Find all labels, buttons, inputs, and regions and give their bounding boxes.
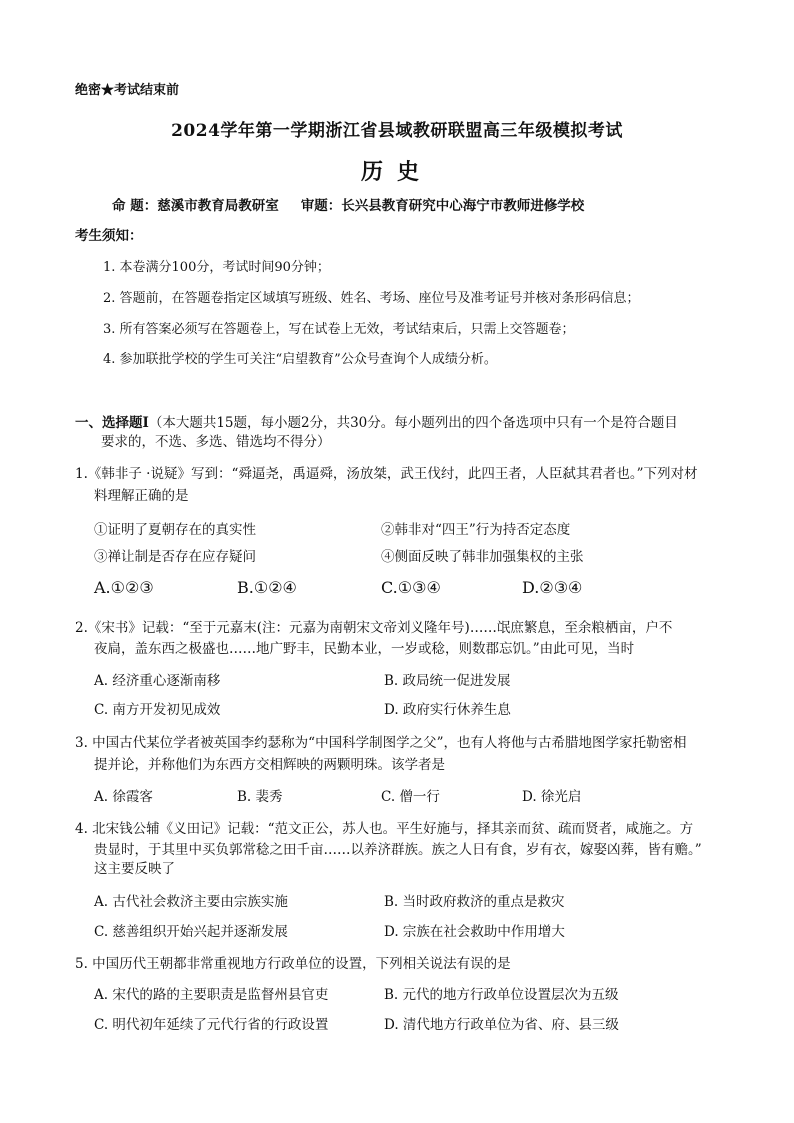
reviewer-label: 审题： bbox=[300, 198, 342, 214]
q1-statement-1: ①证明了夏朝存在的真实性 bbox=[94, 522, 256, 538]
q5-option-b[interactable]: B. 元代的地方行政单位设置层次为五级 bbox=[384, 987, 619, 1003]
question-4-text-cont: 这主要反映了 bbox=[94, 861, 175, 877]
section-heading bbox=[75, 411, 678, 431]
q2-option-b[interactable]: B. 政局统一促进发展 bbox=[384, 673, 511, 689]
notice-item: 3. 所有答案必须写在答题卷上，写在试卷上无效，考试结束后，只需上交答题卷； bbox=[103, 322, 575, 337]
q5-option-a[interactable]: A. 宋代的路的主要职责是监督州县官吏 bbox=[94, 987, 329, 1003]
question-5-text: 5. 中国历代王朝都非常重视地方行政单位的设置，下列相关说法有误的是 bbox=[75, 956, 511, 972]
notice-item: 2. 答题前，在答题卷指定区域填写班级、姓名、考场、座位号及准考证号并核对条形码信息； bbox=[103, 291, 640, 306]
q5-option-d[interactable]: D. 清代地方行政单位为省、府、县三级 bbox=[384, 1017, 619, 1033]
notice-item: 1. 本卷满分100分，考试时间90分钟； bbox=[103, 260, 330, 275]
setter-name: 慈溪市教育局教研室 bbox=[157, 198, 279, 214]
confidential-mark: 绝密★考试结束前 bbox=[75, 83, 180, 98]
section-desc-cont: 要求的，不选、多选、错选均不得分） bbox=[101, 434, 331, 450]
q3-option-c[interactable]: C. 僧一行 bbox=[381, 789, 440, 805]
question-2-text: 2.《宋书》记载：“至于元嘉末(注：元嘉为南朝宋文帝刘义隆年号)……氓庶繁息，至余粮栖亩，户不 bbox=[75, 620, 673, 636]
reviewer-name: 长兴县教育研究中心海宁市教师进修学校 bbox=[341, 198, 585, 214]
q1-option-c[interactable]: C.①③④ bbox=[381, 578, 441, 597]
q4-option-c[interactable]: C. 慈善组织开始兴起并逐渐发展 bbox=[94, 924, 288, 940]
notice-item: 4. 参加联批学校的学生可关注“启望教育”公众号查询个人成绩分析。 bbox=[103, 352, 497, 367]
q1-statement-3: ③禅让制是否存在应存疑问 bbox=[94, 549, 256, 565]
q2-option-a[interactable]: A. 经济重心逐渐南移 bbox=[94, 673, 221, 689]
question-4-text-cont: 贵显时，于其里中买负郭常稔之田千亩……以养济群族。族之人日有食，岁有衣，嫁娶凶葬，皆有赡。” bbox=[94, 842, 702, 858]
q1-statement-2: ②韩非对“四王”行为持否定态度 bbox=[381, 522, 571, 538]
notice-heading: 考生须知： bbox=[75, 228, 143, 244]
q4-option-d[interactable]: D. 宗族在社会救助中作用增大 bbox=[384, 924, 565, 940]
q1-option-b[interactable]: B.①②④ bbox=[237, 578, 297, 597]
question-3-text: 3. 中国古代某位学者被英国李约瑟称为“中国科学制图学之父”，也有人将他与古希腊地图学家托勒密相 bbox=[75, 735, 687, 751]
section-title: 一、选择题Ⅰ bbox=[75, 415, 149, 431]
q2-option-d[interactable]: D. 政府实行休养生息 bbox=[384, 702, 511, 718]
authors-line bbox=[112, 194, 584, 214]
q4-option-b[interactable]: B. 当时政府救济的重点是救灾 bbox=[384, 894, 565, 910]
setter-label: 命 题： bbox=[112, 198, 158, 214]
question-1-text: 1.《韩非子 ·说疑》写到：“舜逼尧，禹逼舜，汤放桀，武王伐纣，此四王者，人臣弑其君者也。”下列对材 bbox=[75, 466, 698, 482]
q1-option-a[interactable]: A.①②③ bbox=[94, 578, 154, 597]
question-1-text-cont: 料理解正确的是 bbox=[94, 488, 189, 504]
q3-option-d[interactable]: D. 徐光启 bbox=[522, 789, 582, 805]
subject-title: 历史 bbox=[360, 159, 433, 185]
q3-option-b[interactable]: B. 裴秀 bbox=[237, 789, 283, 805]
q5-option-c[interactable]: C. 明代初年延续了元代行省的行政设置 bbox=[94, 1017, 329, 1033]
q1-statement-4: ④侧面反映了韩非加强集权的主张 bbox=[381, 549, 584, 565]
exam-title: 2024学年第一学期浙江省县域教研联盟高三年级模拟考试 bbox=[171, 121, 623, 141]
question-3-text-cont: 提并论，并称他们为东西方交相辉映的两颗明珠。该学者是 bbox=[94, 757, 445, 773]
q3-option-a[interactable]: A. 徐霞客 bbox=[94, 789, 153, 805]
q1-option-d[interactable]: D.②③④ bbox=[522, 578, 583, 597]
question-4-text: 4. 北宋钱公辅《义田记》记载：“范文正公，苏人也。平生好施与，择其亲而贫、疏而贤者，咸施之。方 bbox=[75, 821, 694, 837]
question-2-text-cont: 夜扃，盖东西之极盛也……地广野丰，民勤本业，一岁或稔，则数郡忘饥。”由此可见，当时 bbox=[94, 641, 635, 657]
q2-option-c[interactable]: C. 南方开发初见成效 bbox=[94, 702, 221, 718]
section-desc: （本大题共15题，每小题2分，共30分。每小题列出的四个备选项中只有一个是符合题目 bbox=[148, 415, 678, 431]
q4-option-a[interactable]: A. 古代社会救济主要由宗族实施 bbox=[94, 894, 288, 910]
